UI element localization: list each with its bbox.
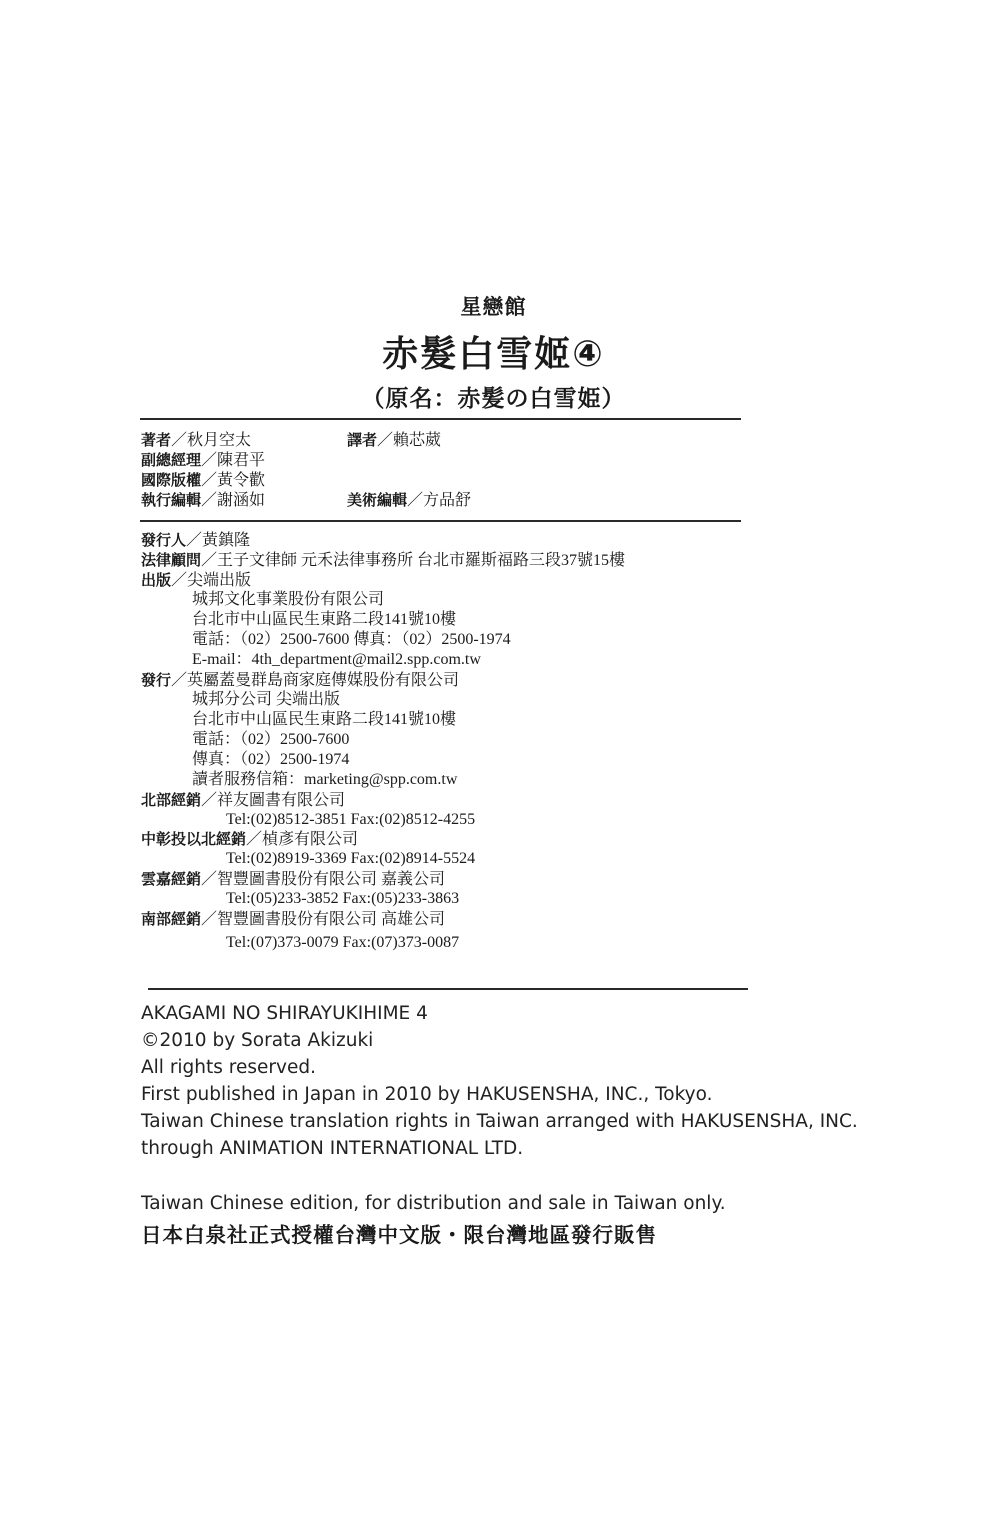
south-distributor (141, 909, 445, 930)
credit-exec-editor-value: ／謝涵如 (201, 492, 266, 509)
legal-value: ／王子文律師 元禾法律事務所 台北市羅斯福路三段37號15樓 (201, 552, 626, 569)
distribution-detail-line: 台北市中山區民生東路二段141號10樓 (192, 711, 457, 728)
original-title: （原名：赤髪の白雪姫） (361, 386, 626, 412)
copyright-line: through ANIMATION INTERNATIONAL LTD. (141, 1138, 524, 1159)
credit-translator-value: ／賴芯葳 (377, 432, 442, 449)
yunjia-distributor (141, 869, 445, 890)
press-line (141, 570, 251, 591)
copyright-line: ©2010 by Sorata Akizuki (141, 1030, 374, 1051)
distribution-detail-line: 電話：（02）2500-7600 (192, 731, 350, 748)
credit-translator-label: 譯者 (347, 431, 378, 449)
north-distributor-label: 北部經銷 (141, 791, 202, 809)
credit-intl-rights (141, 470, 265, 491)
credit-vp-label: 副總經理 (141, 451, 202, 469)
edition-note: Taiwan Chinese edition, for distribution and sale in Taiwan only. (141, 1193, 726, 1214)
credit-intl-rights-label: 國際版權 (141, 471, 202, 489)
credit-art-editor-value: ／方品舒 (407, 492, 472, 509)
publisher-label: 發行人 (141, 531, 187, 549)
credit-intl-rights-value: ／黃令歡 (201, 472, 266, 489)
press-label: 出版 (141, 571, 172, 589)
copyright-line: Taiwan Chinese translation rights in Taiwan arranged with HAKUSENSHA, INC. (141, 1111, 858, 1132)
central-distributor-contact: Tel:(02)8919-3369 Fax:(02)8914-5524 (226, 850, 476, 867)
press-value: ／尖端出版 (171, 572, 252, 589)
publisher-value: ／黃鎮隆 (186, 532, 251, 549)
distribution-detail-line: 讀者服務信箱：marketing@spp.com.tw (192, 771, 458, 788)
legal-line (141, 550, 625, 571)
copyright-line: AKAGAMI NO SHIRAYUKIHIME 4 (141, 1003, 428, 1024)
distribution-label: 發行 (141, 671, 172, 689)
central-distributor-label: 中彰投以北經銷 (141, 830, 247, 848)
press-detail-line: 電話：（02）2500-7600 傳真：（02）2500-1974 (192, 631, 511, 648)
credit-author (141, 430, 251, 451)
south-distributor-label: 南部經銷 (141, 910, 202, 928)
copyright-line: All rights reserved. (141, 1057, 316, 1078)
press-detail-line: E-mail：4th_department@mail2.spp.com.tw (192, 651, 481, 668)
imprint-name: 星戀館 (460, 295, 527, 319)
chinese-license-note: 日本白泉社正式授權台灣中文版・限台灣地區發行販售 (141, 1223, 657, 1247)
distribution-detail-line: 傳真：（02）2500-1974 (192, 751, 350, 768)
credit-exec-editor (141, 490, 265, 511)
central-distributor-value: ／楨彥有限公司 (246, 831, 359, 848)
press-detail-line: 城邦文化事業股份有限公司 (192, 591, 385, 608)
credit-vp-value: ／陳君平 (201, 452, 266, 469)
divider-top (140, 418, 741, 420)
central-distributor (141, 829, 358, 850)
yunjia-distributor-value: ／智豐圖書股份有限公司 嘉義公司 (201, 871, 446, 888)
north-distributor (141, 790, 345, 811)
credit-author-label: 著者 (141, 431, 172, 449)
yunjia-distributor-contact: Tel:(05)233-3852 Fax:(05)233-3863 (226, 890, 460, 907)
credit-author-value: ／秋月空太 (171, 432, 252, 449)
distribution-detail-line: 城邦分公司 尖端出版 (192, 691, 341, 708)
credit-art-editor-label: 美術編輯 (347, 491, 408, 509)
book-title: 赤髮白雪姬④ (382, 334, 605, 375)
credit-exec-editor-label: 執行編輯 (141, 491, 202, 509)
distribution-value: ／英屬蓋曼群島商家庭傳媒股份有限公司 (171, 672, 460, 689)
divider-middle (140, 520, 741, 522)
north-distributor-contact: Tel:(02)8512-3851 Fax:(02)8512-4255 (226, 811, 476, 828)
south-distributor-value: ／智豐圖書股份有限公司 高雄公司 (201, 911, 446, 928)
legal-label: 法律顧問 (141, 551, 202, 569)
divider-bottom (148, 988, 748, 990)
distribution-line (141, 670, 459, 691)
south-distributor-contact: Tel:(07)373-0079 Fax:(07)373-0087 (226, 934, 460, 951)
north-distributor-value: ／祥友圖書有限公司 (201, 792, 346, 809)
yunjia-distributor-label: 雲嘉經銷 (141, 870, 202, 888)
credit-translator (347, 430, 441, 451)
publisher-line (141, 530, 250, 551)
credit-art-editor (347, 490, 471, 511)
press-detail-line: 台北市中山區民生東路二段141號10樓 (192, 611, 457, 628)
credit-vp (141, 450, 265, 471)
copyright-line: First published in Japan in 2010 by HAKUSENSHA, INC., Tokyo. (141, 1084, 713, 1105)
